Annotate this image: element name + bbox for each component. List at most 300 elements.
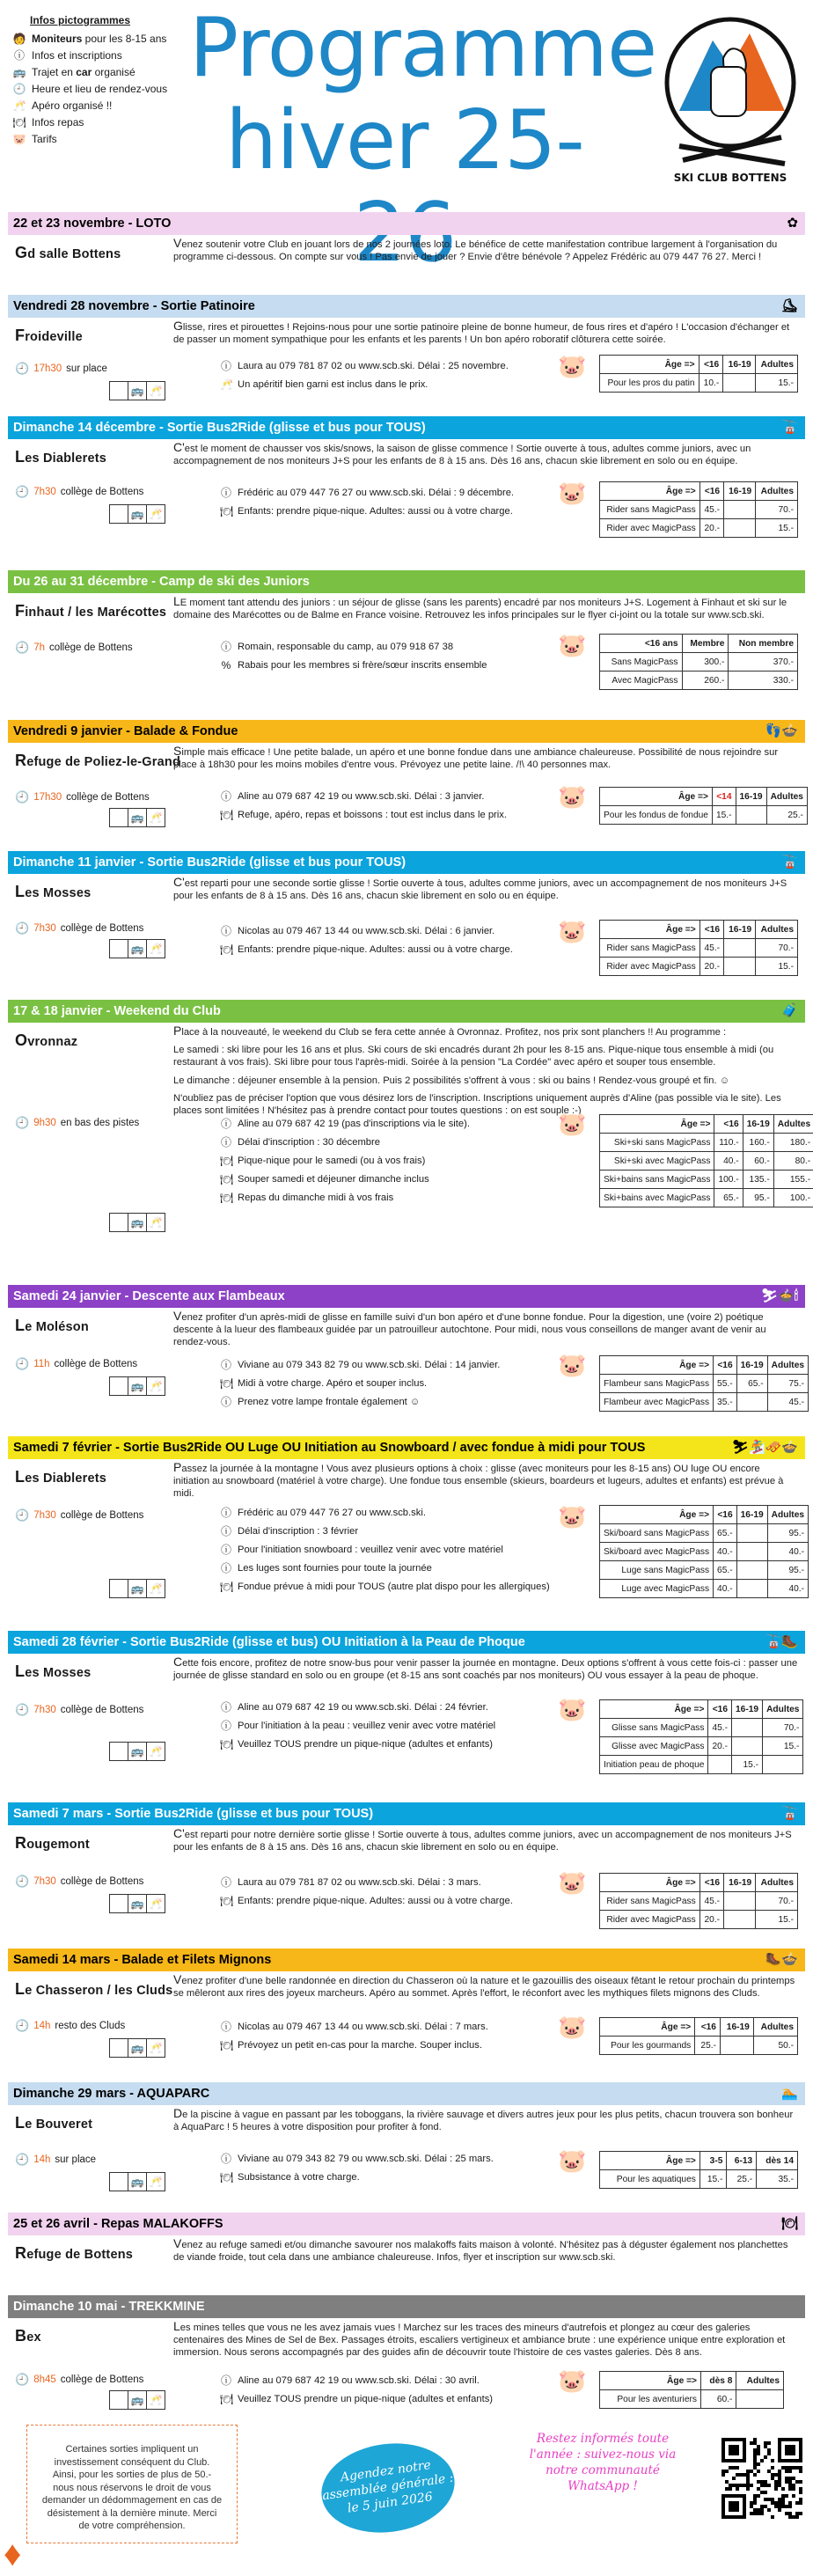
bus-icon: 🚌 [128,939,147,958]
price-cell: 75.- [767,1375,808,1393]
price-row [600,1393,809,1412]
price-table [599,1114,813,1207]
legend-text: Trajet en car organisé [32,66,136,78]
apero-icon: 🥂 [146,939,165,958]
activity-icon: 🏊 [781,2086,798,2101]
price-header-cell: Âge => [600,2018,695,2037]
info-icon: ⓘ [220,1359,231,1371]
activity-icon: 🚡🥾 [765,1634,798,1649]
apero-icon: 🥂 [146,1579,165,1598]
price-cell [708,1756,732,1774]
meeting-place: sur place [55,2154,97,2165]
info-icon: 🍽 [220,2038,234,2051]
info-text: Souper samedi et déjeuner dimanche inclus [238,1173,429,1185]
meeting-place: collège de Bottens [66,792,150,803]
meeting-time: 7h30 [33,1510,56,1521]
empty-box [109,1579,128,1598]
activity-icon: ⛸ [780,298,798,313]
price-cell: 160.- [743,1134,773,1152]
price-cell: 25.- [727,2170,757,2189]
event-title: Vendredi 28 novembre - Sortie Patinoire [13,299,255,313]
bus-icon: 🚌 [128,2390,147,2410]
meeting-point [15,1357,137,1371]
price-cell: 20.- [699,1911,723,1929]
clock-icon: 🕘 [15,2373,30,2386]
price-cell: 100.- [773,1189,813,1207]
price-cell: 70.- [763,1719,803,1737]
price-cell: Rider avec MagicPass [600,519,700,538]
price-cell: 25.- [695,2037,721,2055]
price-cell [724,939,756,958]
clock-icon: 🕘 [15,2153,30,2166]
description-paragraph: Le dimanche : déjeuner ensemble à la pension. Puis 2 possibilités s'offrent à vous : ski ou bains ! Rendez-vous groupé et fin. ☺ [173,1075,730,1086]
event-description: Venez soutenir votre Club en jouant lors de nos 2 journées loto. Le bénéfice de cette manifestation contribue largement à l'organisation du programme ci-dessous. On compte sur vous ! Pas envie de jouer ? Envie d'être bénévole ? Appelez Frédéric au 079 447 76 27. Merci ! [173,236,778,263]
clock-icon: 🕘 [15,2019,30,2032]
apero-icon: 🥂 [146,1376,165,1396]
pictogram-boxes [110,2038,165,2058]
price-cell [720,2037,753,2055]
header [0,0,813,211]
event-description: Glisse, rires et pirouettes ! Rejoins-nous pour une sortie patinoire pleine de bonne humeur, de fous rires et d'apéro ! L'occasion d'échanger et de passer un moment sympathique pour les enfants et les parents ! Un bon apéro roboratif clôturera cette soirée. [173,319,790,346]
info-row [220,1114,470,1133]
legend-item [12,64,171,81]
info-icon: 🍽 [220,943,234,956]
price-cell: 15.- [732,1756,763,1774]
pictogram-boxes [110,1894,165,1913]
meeting-time: 7h30 [33,1705,56,1715]
price-header-cell: Âge => [600,482,700,501]
event-card [8,295,805,427]
price-row [600,1719,803,1737]
meeting-time: 7h30 [33,1876,56,1887]
meeting-time: 7h30 [33,487,56,497]
event-title-bar [8,720,805,743]
meeting-place: sur place [66,363,107,374]
bus-icon: 🚌 [128,2038,147,2058]
pictogram-boxes [110,939,165,958]
info-icon: % [221,658,231,672]
info-text: Subsistance à votre charge. [238,2171,360,2183]
info-row [220,1577,550,1596]
svg-text:SKI CLUB BOTTENS: SKI CLUB BOTTENS [673,172,787,184]
event-description: C'est reparti pour notre dernière sortie glisse ! Sortie ouverte à tous, adultes comme juniors, avec un accompagnement de nos moniteurs J+S pour les enfants de 8 à 15 ans. Dès 16 ans, chacun skie librement en solo ou en équipe. [173,1826,792,1853]
info-text: Enfants: prendre pique-nique. Adultes: aussi ou à votre charge. [238,505,513,517]
price-cell: 65.- [714,1524,737,1543]
legend-text: Infos repas [32,116,84,128]
info-icon: ⓘ [220,1720,231,1732]
bus-icon: 🚌 [128,1742,147,1761]
event-title-bar [8,851,805,874]
price-row [600,1152,813,1171]
price-cell: 65.- [714,1189,743,1207]
event-title: Samedi 24 janvier - Descente aux Flambeaux [13,1289,285,1303]
event-location: Le Chasseron / les Cluds [15,1980,173,1998]
info-text: Nicolas au 079 467 13 44 ou www.scb.ski. Délai : 6 janvier. [238,925,495,936]
meeting-place: collège de Bottens [48,642,133,653]
info-row [220,787,507,805]
price-row [600,1134,813,1152]
info-row [220,1698,495,1716]
price-cell [736,2390,784,2409]
price-cell: 40.- [714,1152,743,1171]
price-header-row [600,1115,813,1134]
legend-item [12,31,171,48]
price-row [600,1911,798,1929]
price-header-row [600,1874,798,1892]
bus-icon: 🚌 [128,1894,147,1913]
price-cell: Flambeur sans MagicPass [600,1375,714,1393]
info-row [220,2168,494,2186]
price-row [600,1892,798,1911]
price-cell: Ski/board avec MagicPass [600,1543,714,1561]
apero-icon: 🥂 [146,2390,165,2410]
price-table [599,2151,798,2189]
price-row [600,939,798,958]
price-cell [724,519,756,538]
info-row [220,1735,495,1753]
info-row [220,1374,500,1392]
piggy-bank-icon: 🐷 [558,1696,587,1722]
event-info-list [220,1698,495,1753]
bus-icon: 🚌 [128,1213,147,1232]
bus-icon: 🚌 [128,504,147,524]
price-table [599,1873,798,1929]
event-info-list [220,356,509,393]
price-row [600,1189,813,1207]
event-title-bar [8,212,805,235]
price-cell [732,1719,763,1737]
info-icon: 🍽 [220,1191,234,1204]
price-row [600,1524,809,1543]
price-cell: 15.- [756,519,798,538]
price-cell: 15.- [699,2170,727,2189]
event-title: 17 & 18 janvier - Weekend du Club [13,1004,221,1018]
event-location: Le Moléson [15,1317,89,1334]
price-cell: 70.- [756,501,798,519]
info-icon: ⓘ [220,2021,231,2033]
pictogram-boxes [110,1376,165,1396]
title-line-2: hiver 25- [225,92,584,187]
event-location: Bex [15,2327,41,2345]
info-icon: 🍽 [220,1737,234,1750]
info-icon: 🍽 [220,2392,234,2405]
event-title-bar [8,1802,805,1825]
event-title-bar [8,2082,805,2105]
legend-item [12,48,171,64]
price-cell [736,1524,767,1543]
price-cell [724,1911,756,1929]
info-row [220,1716,495,1735]
whatsapp-qr-code[interactable] [721,2438,802,2519]
bus-icon: 🚌 [128,808,147,827]
event-title-bar [8,2213,805,2235]
price-header-cell: 16-19 [732,1700,763,1719]
pictogram-boxes [110,1742,165,1761]
price-row [600,374,798,393]
price-cell: 60.- [743,1152,773,1171]
bus-icon: 🚌 [128,2172,147,2191]
price-cell: 35.- [757,2170,798,2189]
price-row [600,2037,798,2055]
event-title: 22 et 23 novembre - LOTO [13,217,172,231]
price-cell: 65.- [714,1561,737,1580]
info-row [220,2149,494,2168]
info-icon: ⓘ [220,1396,231,1408]
event-info-list [220,637,487,674]
info-row [220,1392,500,1411]
empty-box [109,1376,128,1396]
activity-icon: ✿ [787,216,798,231]
general-assembly-bubble: Agendez notre assemblée générale : le 5 juin 2026 [316,2435,460,2541]
price-header-row [600,1700,803,1719]
info-icon: ⓘ [220,2374,231,2387]
price-cell: 40.- [767,1543,808,1561]
price-header-cell: Âge => [600,1115,714,1134]
price-header-cell: Âge => [600,356,699,374]
event-info-list [220,1503,550,1596]
price-cell: 20.- [708,1737,732,1756]
event-info-list [220,1114,470,1207]
event-location: Refuge de Poliez-le-Grand [15,752,181,769]
price-header-row [600,356,798,374]
price-cell: 300.- [682,653,729,672]
price-header-row [600,1356,809,1375]
price-cell: 260.- [682,672,729,690]
price-header-cell: Âge => [600,2372,701,2390]
price-header-cell: Adultes [736,2372,784,2390]
price-header-cell: Âge => [600,1356,714,1375]
price-header-cell: Âge => [600,1506,714,1524]
price-header-cell: Adultes [763,1700,803,1719]
price-cell: Luge sans MagicPass [600,1561,714,1580]
price-cell [763,1756,803,1774]
price-cell: Rider sans MagicPass [600,939,700,958]
price-row [600,806,808,825]
info-icon: ⓘ [220,641,231,653]
meeting-point [15,2373,143,2387]
meeting-time: 11h [33,1359,50,1369]
event-card [8,1000,811,1281]
activity-icon: ⛷🏂🛷🍲 [731,1440,798,1455]
info-row [220,1522,550,1540]
empty-box [109,2172,128,2191]
activity-icon: 🥾🍲 [765,1952,798,1967]
legend-item [12,114,171,131]
meeting-point [15,1116,139,1130]
meeting-place: collège de Bottens [60,1510,144,1521]
price-header-row [600,482,798,501]
info-row [220,940,513,958]
price-header-cell: <16 ans [600,635,683,653]
meeting-point [15,1508,143,1523]
info-icon: 🥂 [220,378,233,391]
info-row [220,356,509,375]
info-text: Veuillez TOUS prendre un pique-nique (adultes et enfants) [238,1738,494,1750]
info-row [220,1133,470,1151]
price-cell: 55.- [714,1375,737,1393]
event-location: Les Mosses [15,883,92,900]
info-row [220,375,509,393]
pictogram-boxes [110,381,165,400]
empty-box [109,2038,128,2058]
price-cell: Pour les pros du patin [600,374,699,393]
apero-icon: 🥂 [146,2038,165,2058]
activity-icon: ⛷🍲🕯 [761,1288,798,1303]
meeting-place: collège de Bottens [60,1876,144,1887]
price-cell: Luge avec MagicPass [600,1580,714,1598]
empty-box [109,1213,128,1232]
info-row [220,1188,470,1207]
price-cell: 45.- [699,1892,723,1911]
description-paragraph: Place à la nouveauté, le weekend du Club se fera cette année à Ovronnaz. Profitez, nos prix sont planchers !! Au programme : [173,1024,727,1038]
event-info-list [220,2371,493,2408]
event-title-bar [8,416,805,439]
price-header-cell: dès 14 [757,2152,798,2170]
price-header-row [600,788,808,806]
price-cell: 95.- [767,1561,808,1580]
price-header-row [600,921,798,939]
price-header-cell: 16-19 [724,921,756,939]
price-cell: 40.- [767,1580,808,1598]
price-cell: Flambeur avec MagicPass [600,1393,714,1412]
price-header-cell: 16-19 [736,1506,767,1524]
info-icon: ⓘ [220,1701,231,1714]
info-row [220,1503,550,1522]
price-header-row [600,2372,784,2390]
info-icon: 🍽 [220,1580,234,1593]
price-cell [736,1543,767,1561]
price-header-cell: Adultes [773,1115,813,1134]
cancellation-note: Certaines sorties impliquent un investissement conséquent du Club. Ainsi, pour les sorties de plus de 50.- nous nous réservons le droit de vous demander un dédommagement en cas de désistement à la dernière minute. Merci de votre compréhension. [26,2425,238,2543]
info-icon: 🍽 [220,1376,234,1390]
event-card [8,570,805,702]
legend-icon: 🚌 [12,66,26,78]
price-cell: 20.- [699,958,723,976]
pictogram-boxes [110,504,165,524]
meeting-point [15,790,150,804]
info-row [220,1151,470,1170]
event-info-list [220,921,513,958]
info-text: Nicolas au 079 467 13 44 ou www.scb.ski. Délai : 7 mars. [238,2021,488,2032]
price-cell: 45.- [699,501,723,519]
info-row [220,1355,500,1374]
info-text: Veuillez TOUS prendre un pique-nique (adultes et enfants) [238,2393,494,2404]
empty-box [109,504,128,524]
info-icon: ⓘ [220,925,231,937]
price-header-cell: Adultes [766,788,807,806]
meeting-time: 8h45 [33,2374,56,2385]
info-text: Aline au 079 687 42 19 ou www.scb.ski. Délai : 30 avril. [238,2374,480,2386]
event-card [8,1285,805,1435]
info-row [220,1873,513,1891]
meeting-place: resto des Cluds [55,2021,126,2031]
event-location: Les Diablerets [15,448,107,466]
price-cell: Rider avec MagicPass [600,958,700,976]
event-title-bar [8,1631,805,1654]
info-text: Enfants: prendre pique-nique. Adultes: aussi ou à votre charge. [238,1895,513,1906]
meeting-time: 14h [33,2154,51,2165]
event-title: Samedi 7 février - Sortie Bus2Ride OU Luge OU Initiation au Snowboard / avec fondue à midi pour TOUS [13,1441,646,1455]
price-cell: Ski/board sans MagicPass [600,1524,714,1543]
event-description: C'est reparti pour une seconde sortie glisse ! Sortie ouverte à tous, adultes comme juniors, avec un accompagnement de nos moniteurs J+S pour les enfants de 8 à 15 ans. Dès 16 ans, chacun skie librement en solo ou en équipe. [173,875,787,902]
meeting-place: collège de Bottens [60,923,144,934]
price-table [599,1699,803,1774]
event-description: Cette fois encore, profitez de notre snow-bus pour venir passer la journée en montagne. Deux options s'offrent à vous cette fois-ci : passer une journée de glisse standard en solo ou en groupe (et 8-15 ans sont coachés par nos moniteurs) OU vous essayer à la peau de phoque. [173,1655,798,1682]
info-row [220,483,514,502]
event-card [8,1631,805,1807]
price-cell: 70.- [756,1892,798,1911]
price-table [599,920,798,976]
info-icon: ⓘ [220,360,231,372]
info-text: Enfants: prendre pique-nique. Adultes: aussi ou à votre charge. [238,943,513,955]
price-cell: Pour les aventuriers [600,2390,701,2409]
info-row [220,1891,513,1910]
activity-icon: 🧳 [781,1003,798,1018]
event-title: Samedi 14 mars - Balade et Filets Mignons [13,1953,272,1967]
event-title: Dimanche 11 janvier - Sortie Bus2Ride (glisse et bus pour TOUS) [13,855,406,870]
price-row [600,653,798,672]
price-cell: 95.- [767,1524,808,1543]
info-row [220,1559,550,1577]
info-icon: ⓘ [220,790,231,803]
clock-icon: 🕘 [15,1508,30,1522]
event-location: Froideville [15,327,83,344]
price-row [600,958,798,976]
price-cell: 330.- [729,672,798,690]
price-cell: 45.- [708,1719,732,1737]
price-cell: 15.- [756,1911,798,1929]
info-text: Laura au 079 781 87 02 ou www.scb.ski. Délai : 25 novembre. [238,360,509,371]
info-text: Refuge, apéro, repas et boissons : tout est inclus dans le prix. [238,809,507,820]
clock-icon: 🕘 [15,362,30,375]
event-title: Samedi 7 mars - Sortie Bus2Ride (glisse et bus pour TOUS) [13,1807,374,1821]
price-header-cell: 16-19 [736,1356,767,1375]
price-cell: 10.- [699,374,723,393]
clock-icon: 🕘 [15,1116,30,1129]
apero-icon: 🥂 [146,504,165,524]
legend-text: Heure et lieu de rendez-vous [32,83,168,95]
info-row [220,805,507,824]
info-text: Pour l'initiation à la peau : veuillez venir avec votre matériel [238,1720,496,1731]
empty-box [109,2390,128,2410]
legend-title: Infos pictogrammes [30,14,131,26]
event-info-list [220,2017,488,2054]
price-header-cell: 16-19 [736,788,766,806]
info-text: Un apéritif bien garni est inclus dans le prix. [238,378,428,390]
event-description: C'est le moment de chausser vos skis/snows, la saison de glisse commence ! Sortie ouverte à tous, adultes comme juniors, avec un accompagnement de nos moniteurs J+S pour les enfants de 8 à 15 ans. Dès 16 ans, chacun skie librement en solo ou en équipe. [173,440,751,467]
price-header-cell: 6-13 [727,2152,757,2170]
price-row [600,1756,803,1774]
info-icon: 🍽 [220,808,234,821]
price-cell: 95.- [743,1189,773,1207]
info-text: Frédéric au 079 447 76 27 ou www.scb.ski. Délai : 9 décembre. [238,487,515,498]
price-cell: 20.- [699,519,723,538]
event-title: Dimanche 14 décembre - Sortie Bus2Ride (glisse et bus pour TOUS) [13,421,426,435]
event-title: Vendredi 9 janvier - Balade & Fondue [13,724,238,738]
price-row [600,519,798,538]
price-header-row [600,2018,798,2037]
price-row [600,1561,809,1580]
legend-item [12,131,171,148]
price-header-cell: Adultes [767,1506,808,1524]
price-cell: Ski+ski avec MagicPass [600,1152,714,1171]
empty-box [109,939,128,958]
meeting-point [15,485,143,499]
price-cell: 45.- [699,939,723,958]
event-info-list [220,2149,494,2186]
empty-box [109,1894,128,1913]
event-description: Venez profiter d'une belle randonnée en direction du Chasseron où la nature et le gazouillis des oiseaux fêtant le retour prochain du printemps se mêleront aux rires des joyeux marcheurs. Apéro au sommet. Après l'effort, le réconfort avec les mythiques filets mignons des Cluds. [173,1972,795,2000]
